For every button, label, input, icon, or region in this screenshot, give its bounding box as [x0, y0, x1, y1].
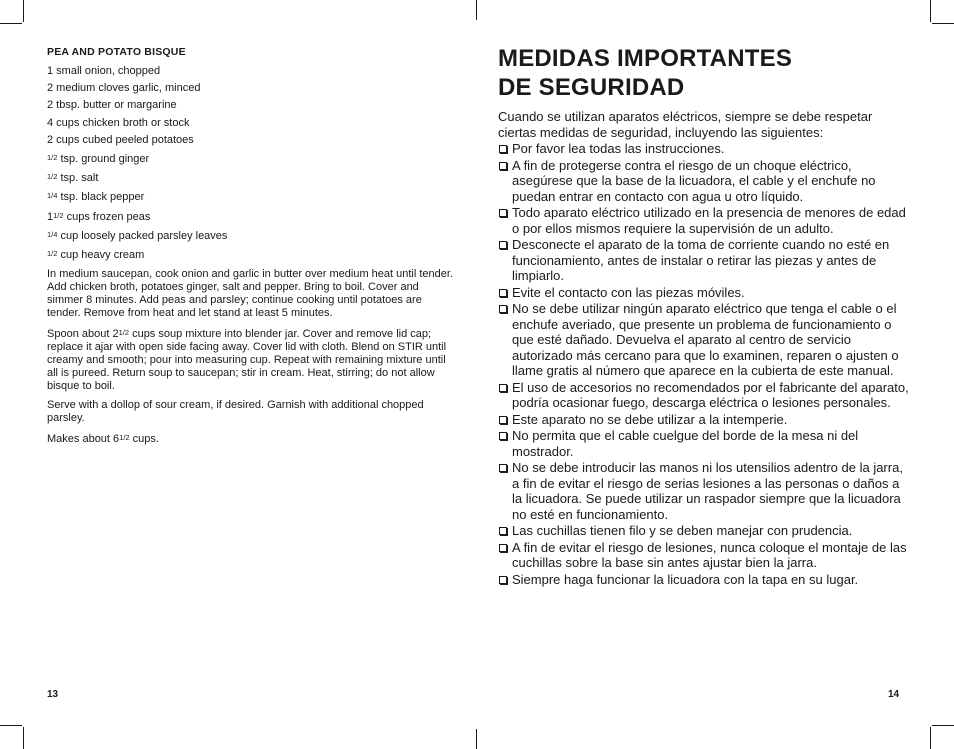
- ingredient-text: cup loosely packed parsley leaves: [57, 229, 228, 242]
- ingredient-item: [47, 209, 457, 224]
- ingredient-item: [47, 117, 457, 130]
- fraction: 1/2: [47, 248, 58, 258]
- step-2-rest: cups soup mixture into blender jar. Cover and remove lid cap; replace it ajar with open side facing away. Cover lid with cloth. Blend on STIR until creamy and smooth; pour into measuring cup. Repeat with remaining mixture until all is pureed. Return soup to saucepan; stir in cream. Heat, stirring; do not allow bisque to boil.: [47, 327, 447, 392]
- fraction: 1/4: [47, 229, 58, 239]
- ingredient-item: [47, 247, 457, 262]
- ingredient-text: small onion, chopped: [53, 65, 161, 77]
- ingredient-text: cups chicken broth or stock: [53, 116, 190, 129]
- ingredient-amount: 2: [47, 99, 54, 112]
- safety-item-text: Las cuchillas tienen filo y se deben manejar con prudencia.: [512, 523, 853, 538]
- checkbox-bullet-icon: [499, 544, 507, 552]
- safety-item-text: Este aparato no se debe utilizar a la intemperie.: [512, 411, 788, 427]
- crop-mark: [932, 725, 954, 726]
- safety-item-text: No se debe utilizar ningún aparato eléctrico que tenga el cable o el enchufe averiado, que presente un problema de funcionamiento o que esté dañado. Devuelva el aparato al centro de servicio autorizado más cercano para que lo examinen, reparen o ajusten o llame gratis al número que aparece en la cubierta de este manual.: [512, 301, 899, 378]
- fraction: 1/2: [119, 432, 130, 442]
- ingredient-text: tsp. ground ginger: [57, 152, 150, 165]
- recipe-step-1: In medium saucepan, cook onion and garlic in butter over medium heat until tender. Add chicken broth, potatoes ginger, salt and pepper. Bring to boil. Cover and simmer 8 minutes. Add peas and parsley; continue cooking until potatoes are tender. Remove from heat and let stand at least 5 minutes.: [47, 267, 454, 319]
- heading-line-2: DE SEGURIDAD: [498, 74, 685, 101]
- crop-mark: [0, 23, 22, 24]
- safety-item-text: Siempre haga funcionar la licuadora con la tapa en su lugar.: [512, 571, 859, 587]
- crop-mark: [23, 727, 24, 749]
- ingredient-amount: 2: [47, 133, 54, 146]
- ingredient-amount: 2: [47, 82, 54, 95]
- safety-item: [498, 460, 910, 522]
- checkbox-bullet-icon: [499, 289, 507, 297]
- ingredient-amount: 1: [47, 210, 54, 223]
- safety-item: [498, 301, 910, 379]
- center-fold-mark: [476, 729, 477, 749]
- safety-item: [498, 158, 910, 205]
- ingredient-item: [47, 170, 457, 185]
- safety-item: [498, 523, 910, 539]
- fraction: 1/2: [47, 152, 58, 162]
- ingredient-text: cups frozen peas: [63, 210, 151, 223]
- page-number-right: 14: [888, 689, 900, 700]
- ingredient-text: cup heavy cream: [57, 248, 145, 261]
- safety-item-text: Desconecte el aparato de la toma de corriente cuando no esté en funcionamiento, antes de instalar o retirar las piezas y antes de limpiarlo.: [512, 237, 890, 283]
- safety-item-text: Todo aparato eléctrico utilizado en la presencia de menores de edad o por ellos mismos requiere la supervisión de un adulto.: [512, 205, 906, 236]
- recipe-step-2: [47, 326, 457, 393]
- checkbox-bullet-icon: [499, 241, 507, 249]
- ingredient-amount: 4: [47, 116, 54, 129]
- ingredient-item: [47, 65, 457, 78]
- safety-item-text: A fin de protegerse contra el riesgo de un choque eléctrico, asegúrese que la base de la licuadora, el cable y el enchufe no puedan entrar en contacto con agua u otro líquido.: [512, 157, 876, 204]
- checkbox-bullet-icon: [499, 209, 507, 217]
- page-number-left: 13: [47, 689, 59, 700]
- ingredient-text: medium cloves garlic, minced: [53, 82, 201, 95]
- ingredient-text: tbsp. butter or margarine: [53, 99, 177, 112]
- ingredient-item: [47, 189, 457, 204]
- safety-item-text: Por favor lea todas las instrucciones.: [512, 141, 725, 156]
- crop-mark: [0, 725, 22, 726]
- left-page-recipe: [47, 46, 457, 446]
- fraction: 1/2: [47, 172, 58, 182]
- fraction: 1/4: [47, 191, 58, 201]
- checkbox-bullet-icon: [499, 305, 507, 313]
- safety-list: [498, 141, 910, 587]
- safety-item: [498, 285, 910, 301]
- safety-item: [498, 540, 910, 571]
- safety-item-text: A fin de evitar el riesgo de lesiones, nunca coloque el montaje de las cuchillas sobre la base sin antes ajustar bien la jarra.: [512, 539, 907, 570]
- safety-heading: [498, 44, 910, 102]
- safety-item: [498, 205, 910, 236]
- checkbox-bullet-icon: [499, 432, 507, 440]
- ingredient-text: tsp. black pepper: [57, 191, 145, 204]
- yield-start: Makes about 6: [47, 432, 120, 445]
- safety-item: [498, 572, 910, 588]
- ingredient-item: [47, 99, 457, 112]
- crop-mark: [932, 23, 954, 24]
- safety-item-text: No permita que el cable cuelgue del borde de la mesa ni del mostrador.: [512, 428, 859, 459]
- safety-item: [498, 380, 910, 411]
- center-fold-mark: [476, 0, 477, 20]
- safety-intro: Cuando se utilizan aparatos eléctricos, siempre se debe respetar ciertas medidas de seguridad, incluyendo las siguientes:: [498, 109, 873, 140]
- ingredient-item: [47, 228, 457, 243]
- crop-mark: [930, 0, 931, 22]
- safety-item: [498, 412, 910, 428]
- checkbox-bullet-icon: [499, 464, 507, 472]
- fraction: 1/2: [118, 327, 130, 337]
- recipe-step-3: Serve with a dollop of sour cream, if desired. Garnish with additional chopped parsley.: [47, 398, 424, 424]
- ingredient-item: [47, 151, 457, 166]
- heading-line-1: MEDIDAS IMPORTANTES: [498, 45, 793, 72]
- ingredient-item: [47, 134, 457, 147]
- recipe-title: PEA AND POTATO BISQUE: [47, 46, 186, 58]
- step-2-start: Spoon about 2: [47, 327, 119, 340]
- checkbox-bullet-icon: [499, 416, 507, 424]
- fraction: 1/2: [53, 210, 64, 220]
- safety-item: [498, 428, 910, 459]
- crop-mark: [23, 0, 24, 22]
- yield-rest: cups.: [129, 432, 159, 445]
- checkbox-bullet-icon: [499, 384, 507, 392]
- safety-item-text: No se debe introducir las manos ni los utensilios adentro de la jarra, a fin de evitar el riesgo de serias lesiones a las personas o daños a la licuadora. Se puede utilizar un raspador siempre que la licuadora no esté en funcionamiento.: [512, 460, 903, 522]
- safety-item: [498, 237, 910, 284]
- checkbox-bullet-icon: [499, 145, 507, 153]
- recipe-yield: [47, 431, 457, 446]
- checkbox-bullet-icon: [499, 527, 507, 535]
- ingredient-text: tsp. salt: [57, 172, 99, 185]
- checkbox-bullet-icon: [499, 162, 507, 170]
- safety-item-text: El uso de accesorios no recomendados por el fabricante del aparato, podría ocasionar fuego, descarga eléctrica o lesiones personales.: [512, 379, 909, 410]
- ingredient-text: cups cubed peeled potatoes: [53, 133, 194, 146]
- ingredient-amount: 1: [47, 65, 54, 77]
- ingredient-item: [47, 82, 457, 95]
- crop-mark: [930, 727, 931, 749]
- ingredient-list: [47, 65, 457, 262]
- checkbox-bullet-icon: [499, 576, 507, 584]
- right-page-safety: [498, 44, 910, 587]
- safety-item: [498, 141, 910, 157]
- safety-item-text: Evite el contacto con las piezas móviles.: [512, 284, 745, 300]
